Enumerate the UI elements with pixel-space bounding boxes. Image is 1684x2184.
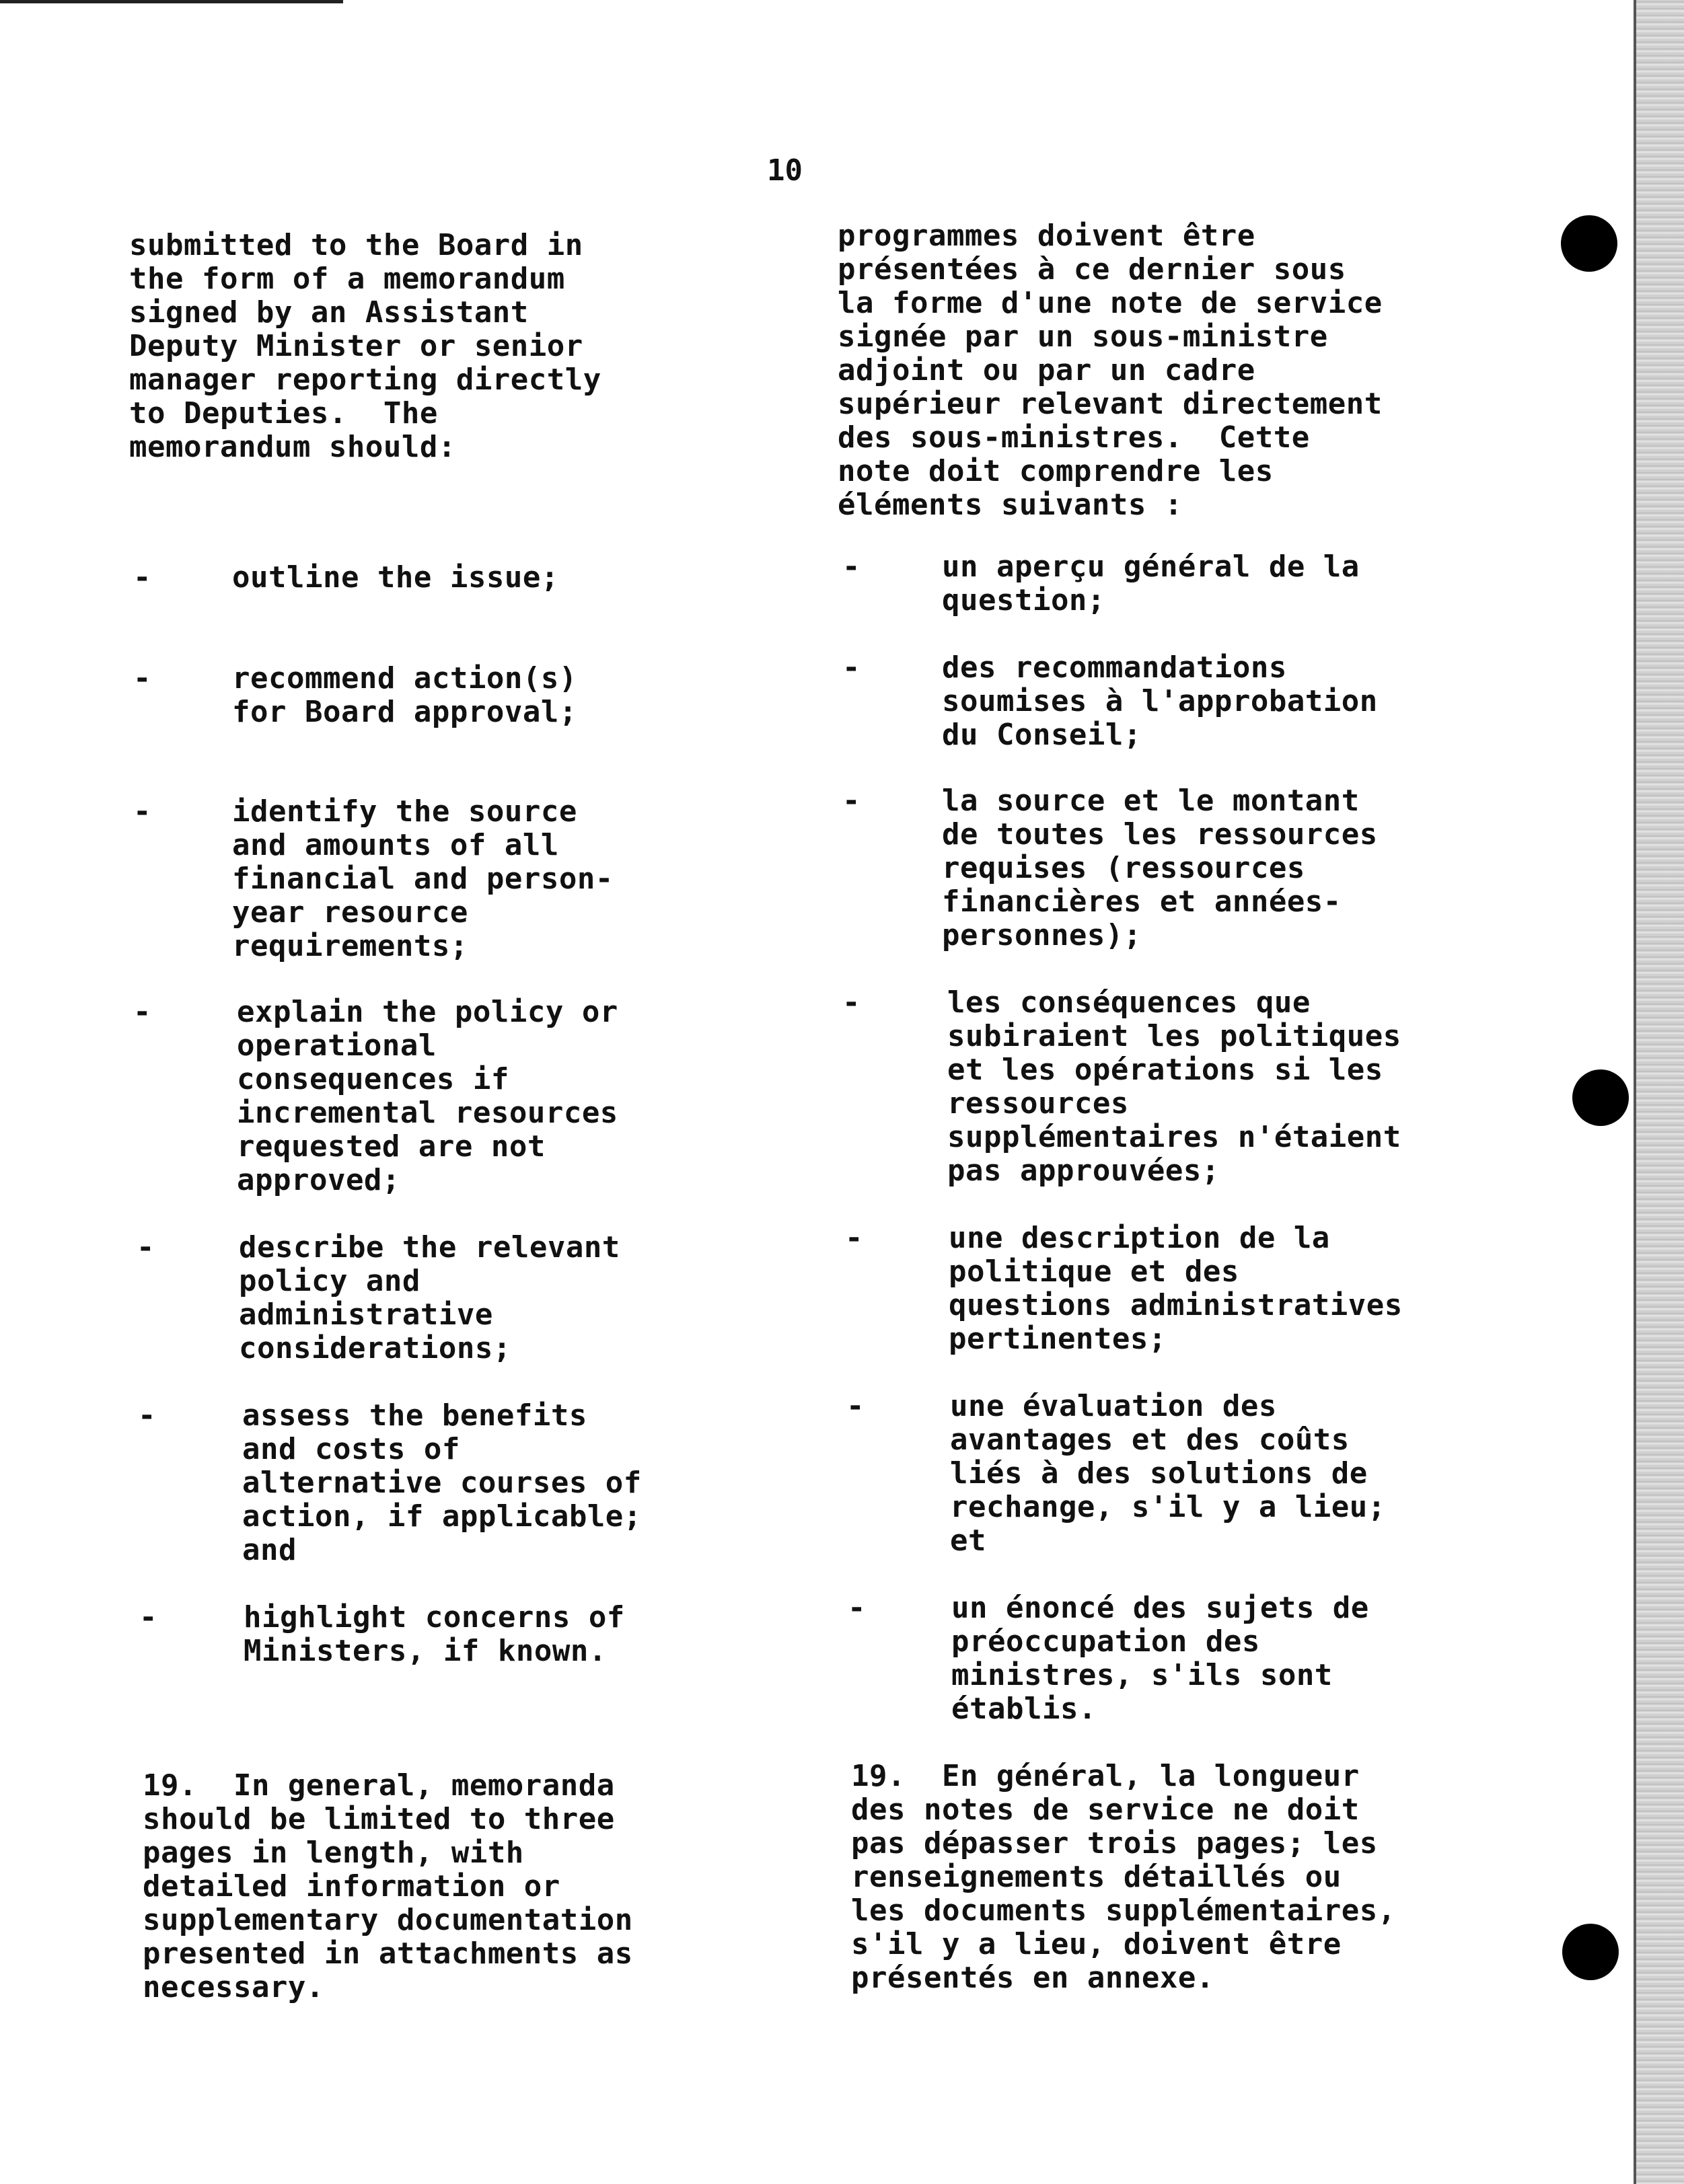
english-bullet-2: recommend action(s) for Board approval; <box>232 661 577 729</box>
french-bullet-7: un énoncé des sujets de préoccupation des ministres, s'ils sont établis. <box>951 1591 1369 1726</box>
french-bullet-1: un aperçu général de la question; <box>942 550 1360 617</box>
french-bullet-7-marker: - <box>848 1591 866 1625</box>
english-bullet-6-marker: - <box>138 1398 156 1433</box>
french-bullet-4-marker: - <box>842 985 861 1020</box>
english-paragraph-19: 19. In general, memoranda should be limited to three pages in length, with detailed information or supplementary documentation presented in attachments as necessary. <box>143 1768 633 2004</box>
french-bullet-5-marker: - <box>845 1221 863 1255</box>
french-bullet-2-marker: - <box>842 650 861 685</box>
french-paragraph-19: 19. En général, la longueur des notes de service ne doit pas dépasser trois pages; les renseignements détaillés ou les documents supplémentaires, s'il y a lieu, doivent être présentés en annexe. <box>851 1759 1396 1995</box>
french-bullet-1-marker: - <box>842 550 861 584</box>
french-intro: programmes doivent être présentées à ce dernier sous la forme d'une note de service signée par un sous-ministre adjoint ou par un cadre supérieur relevant directement des sous-ministres. Cette note doit comprendre les éléments suivants : <box>838 219 1383 522</box>
english-intro: submitted to the Board in the form of a memorandum signed by an Assistant Deputy Minister or senior manager reporting directly to Deputies. The memorandum should: <box>129 228 601 464</box>
english-bullet-2-marker: - <box>133 661 151 695</box>
english-bullet-4: explain the policy or operational consequences if incremental resources requested are not approved; <box>237 995 618 1197</box>
punch-hole-middle <box>1572 1069 1629 1126</box>
english-bullet-5: describe the relevant policy and administrative considerations; <box>239 1230 620 1365</box>
english-bullet-5-marker: - <box>137 1230 155 1265</box>
top-rule <box>0 0 343 3</box>
french-bullet-2: des recommandations soumises à l'approbation du Conseil; <box>942 650 1378 752</box>
french-bullet-6: une évaluation des avantages et des coûts liés à des solutions de rechange, s'il y a lieu; et <box>950 1389 1386 1558</box>
english-bullet-1: outline the issue; <box>232 560 559 595</box>
english-bullet-3-marker: - <box>133 794 151 829</box>
page-number: 10 <box>767 153 803 188</box>
english-bullet-6: assess the benefits and costs of alternative courses of action, if applicable; and <box>242 1398 642 1567</box>
english-bullet-7-marker: - <box>139 1600 157 1634</box>
french-bullet-3-marker: - <box>842 784 861 818</box>
english-bullet-3: identify the source and amounts of all financial and person- year resource requirements; <box>232 794 614 963</box>
french-bullet-4: les conséquences que subiraient les politiques et les opérations si les ressources supplémentaires n'étaient pas approuvées; <box>947 985 1401 1188</box>
english-bullet-1-marker: - <box>133 560 151 595</box>
punch-hole-bottom <box>1562 1924 1619 1980</box>
punch-hole-top <box>1561 215 1617 272</box>
french-bullet-6-marker: - <box>846 1389 865 1423</box>
scan-edge-strip <box>1636 0 1684 2184</box>
english-bullet-7: highlight concerns of Ministers, if known. <box>244 1600 625 1668</box>
english-bullet-4-marker: - <box>133 995 151 1029</box>
french-bullet-3: la source et le montant de toutes les ressources requises (ressources financières et années- personnes); <box>942 784 1378 952</box>
french-bullet-5: une description de la politique et des questions administratives pertinentes; <box>949 1221 1403 1356</box>
